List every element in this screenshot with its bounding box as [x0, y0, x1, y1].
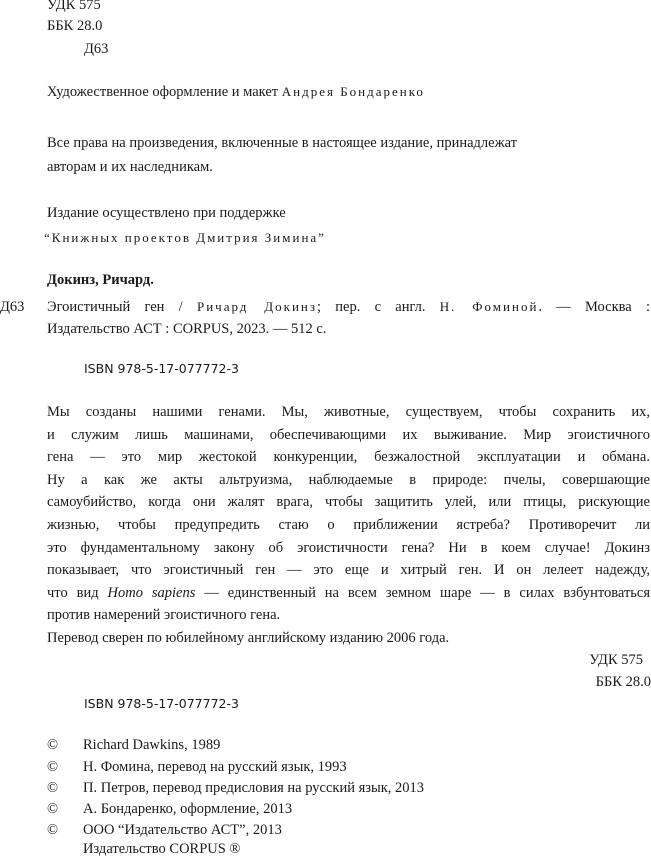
annotation-line: самоубийство, когда они жалят врага, чтобы защитить улей, или птицы, рискующие [47, 494, 650, 511]
author-mark: Д63 [84, 41, 109, 57]
publisher-mark: Издательство CORPUS ® [83, 841, 241, 857]
annotation [47, 401, 650, 650]
annotation-line: Ну а как же акты альтруизма, наблюдаемые в природе: пчелы, совершающие [47, 471, 650, 488]
copyright-text: Н. Фомина, перевод на русский язык, 1993 [83, 759, 347, 775]
annotation-line: это фундаментальному закону об эгоистичности гена? Ни в коем случае! Докинз [47, 539, 650, 556]
copyright-symbol: © [47, 759, 59, 775]
entry-mark: Д63 [0, 299, 25, 315]
entry-line-2: Издательство АСТ : CORPUS, 2023. — 512 с. [47, 321, 327, 337]
designer-name: Андрея Бондаренко [281, 84, 425, 99]
footer-bbk: ББК 28.0 [595, 674, 651, 690]
bbk-code: ББК 28.0 [47, 18, 103, 34]
rights-line-2: авторам и их наследникам. [47, 159, 213, 175]
copyright-text: П. Петров, перевод предисловия на русский язык, 2013 [83, 780, 425, 796]
entry-isbn: ISBN 978-5-17-077772-3 [84, 361, 239, 376]
copyright-symbol: © [47, 801, 59, 817]
copyright-text: ООО “Издательство АСТ”, 2013 [83, 822, 282, 838]
copyright-symbol: © [47, 737, 59, 753]
support-line-2: “Книжных проектов Дмитрия Зимина” [44, 230, 326, 245]
copyright-symbol: © [47, 822, 59, 838]
udk-code: УДК 575 [47, 0, 101, 13]
support-line-1: Издание осуществлено при поддержке [47, 205, 286, 221]
annotation-line: гена — это мир жестокой конкуренции, безжалостной эксплуатации и обмана. [47, 449, 650, 466]
footer-isbn: ISBN 978-5-17-077772-3 [84, 696, 239, 711]
annotation-line: против намерений эгоистичного гена. [47, 607, 281, 624]
translation-note: Перевод сверен по юбилейному английскому изданию 2006 года. [47, 629, 450, 646]
copyright-symbol: © [47, 780, 59, 796]
annotation-line: что вид Homo sapiens — единственный на всем земном шаре — в силах взбунтоваться [47, 584, 650, 601]
design-credit-prefix: Художественное оформление и макет [47, 84, 282, 100]
annotation-line: и служим лишь машинами, обеспечивающими их выживание. Мир эгоистичного [47, 426, 650, 443]
author-heading: Докинз, Ричард. [47, 272, 154, 288]
design-credit [47, 84, 425, 101]
rights-line-1: Все права на произведения, включенные в настоящее издание, принадлежат [47, 135, 518, 151]
annotation-line: Мы созданы нашими генами. Мы, животные, существуем, чтобы сохранить их, [47, 404, 650, 420]
annotation-line: жизнью, чтобы предупредить стаю о приближении ястреба? Противоречит ли [47, 516, 650, 533]
copyright-text: А. Бондаренко, оформление, 2013 [83, 801, 293, 817]
annotation-line: показывает, что эгоистичный ген — это еще и хитрый ген. И он лелеет надежду, [47, 562, 650, 579]
footer-udk: УДК 575 [589, 652, 643, 668]
copyright-text: Richard Dawkins, 1989 [83, 737, 221, 753]
entry-line-1: Эгоистичный ген / Ричард Докинз; пер. с англ. Н. Фоминой. — Москва : [47, 299, 650, 315]
